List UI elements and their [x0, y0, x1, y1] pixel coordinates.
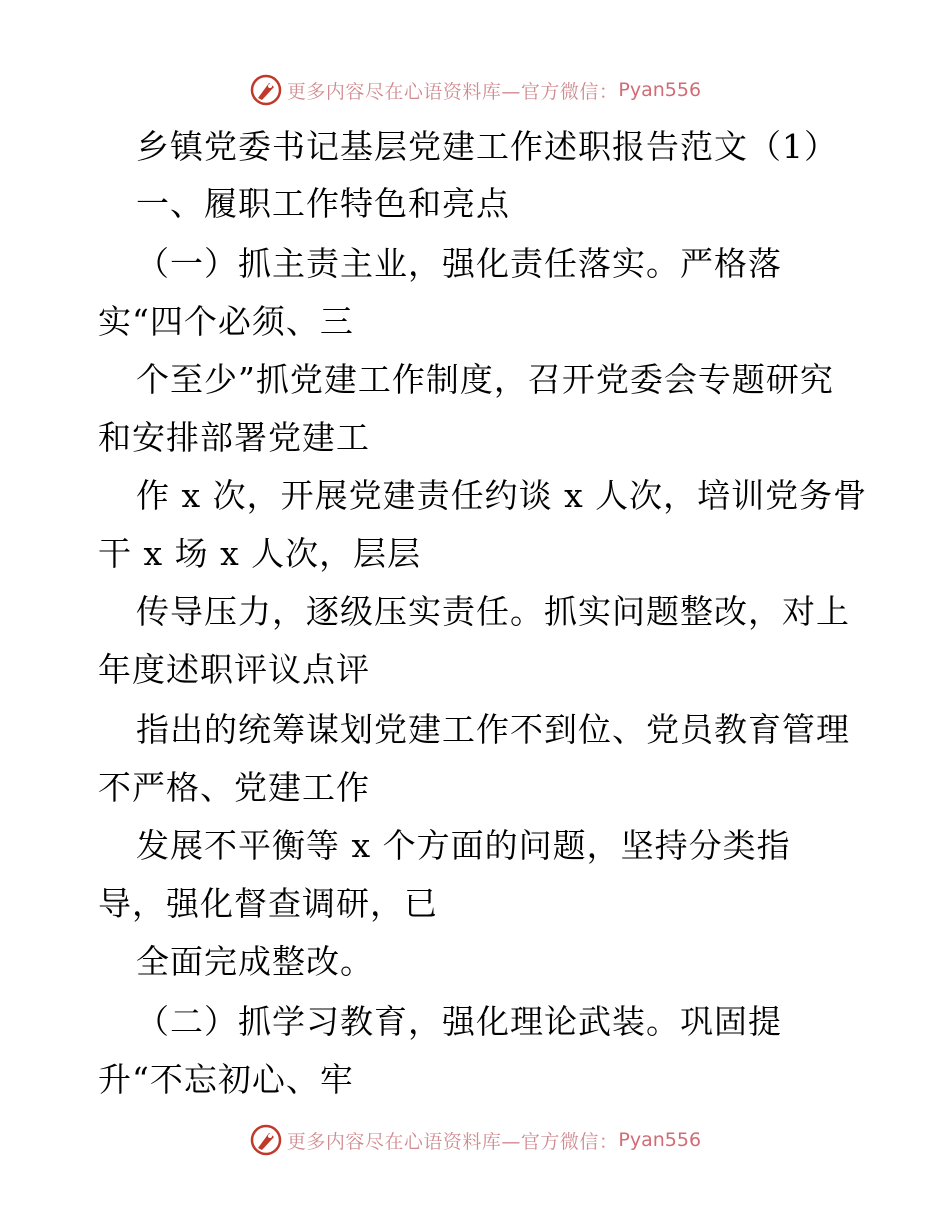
paragraph-line: 年度述职评议点评 — [98, 650, 370, 689]
watermark-wechat-id: Pyan556 — [618, 1129, 702, 1151]
paragraph-line: 传导压力，逐级压实责任。抓实问题整改，对上 — [136, 592, 850, 631]
section-heading: 一、履职工作特色和亮点 — [136, 184, 510, 223]
paragraph-line: 升“不忘初心、牢 — [98, 1060, 354, 1099]
watermark-text: 更多内容尽在心语资料库—官方微信： — [286, 1130, 619, 1153]
paragraph-line: 和安排部署党建工 — [98, 418, 370, 457]
paragraph-line: 导，强化督查调研，已 — [98, 884, 438, 923]
paragraph-line: 作 x 次，开展党建责任约谈 x 人次，培训党务骨 — [136, 476, 868, 515]
pen-nib-logo-icon — [249, 73, 283, 107]
paragraph-line: 全面完成整改。 — [136, 942, 374, 981]
watermark-text: 更多内容尽在心语资料库—官方微信： — [286, 80, 619, 103]
footer-watermark — [0, 1120, 950, 1160]
paragraph-line: 发展不平衡等 x 个方面的问题，坚持分类指 — [136, 826, 791, 865]
header-watermark — [0, 70, 950, 110]
paragraph-line: 指出的统筹谋划党建工作不到位、党员教育管理 — [136, 710, 850, 749]
pen-nib-logo-icon — [249, 1123, 283, 1157]
watermark-wechat-id: Pyan556 — [618, 79, 702, 101]
paragraph-line: 干 x 场 x 人次，层层 — [98, 534, 422, 573]
paragraph-line: 实“四个必须、三 — [98, 302, 354, 341]
paragraph-line: （二）抓学习教育，强化理论武装。巩固提 — [136, 1002, 782, 1041]
document-title: 乡镇党委书记基层党建工作述职报告范文（1） — [136, 127, 838, 166]
paragraph-line: （一）抓主责主业，强化责任落实。严格落 — [136, 244, 782, 283]
paragraph-line: 不严格、党建工作 — [98, 768, 370, 807]
paragraph-line: 个至少”抓党建工作制度，召开党委会专题研究 — [136, 360, 834, 399]
